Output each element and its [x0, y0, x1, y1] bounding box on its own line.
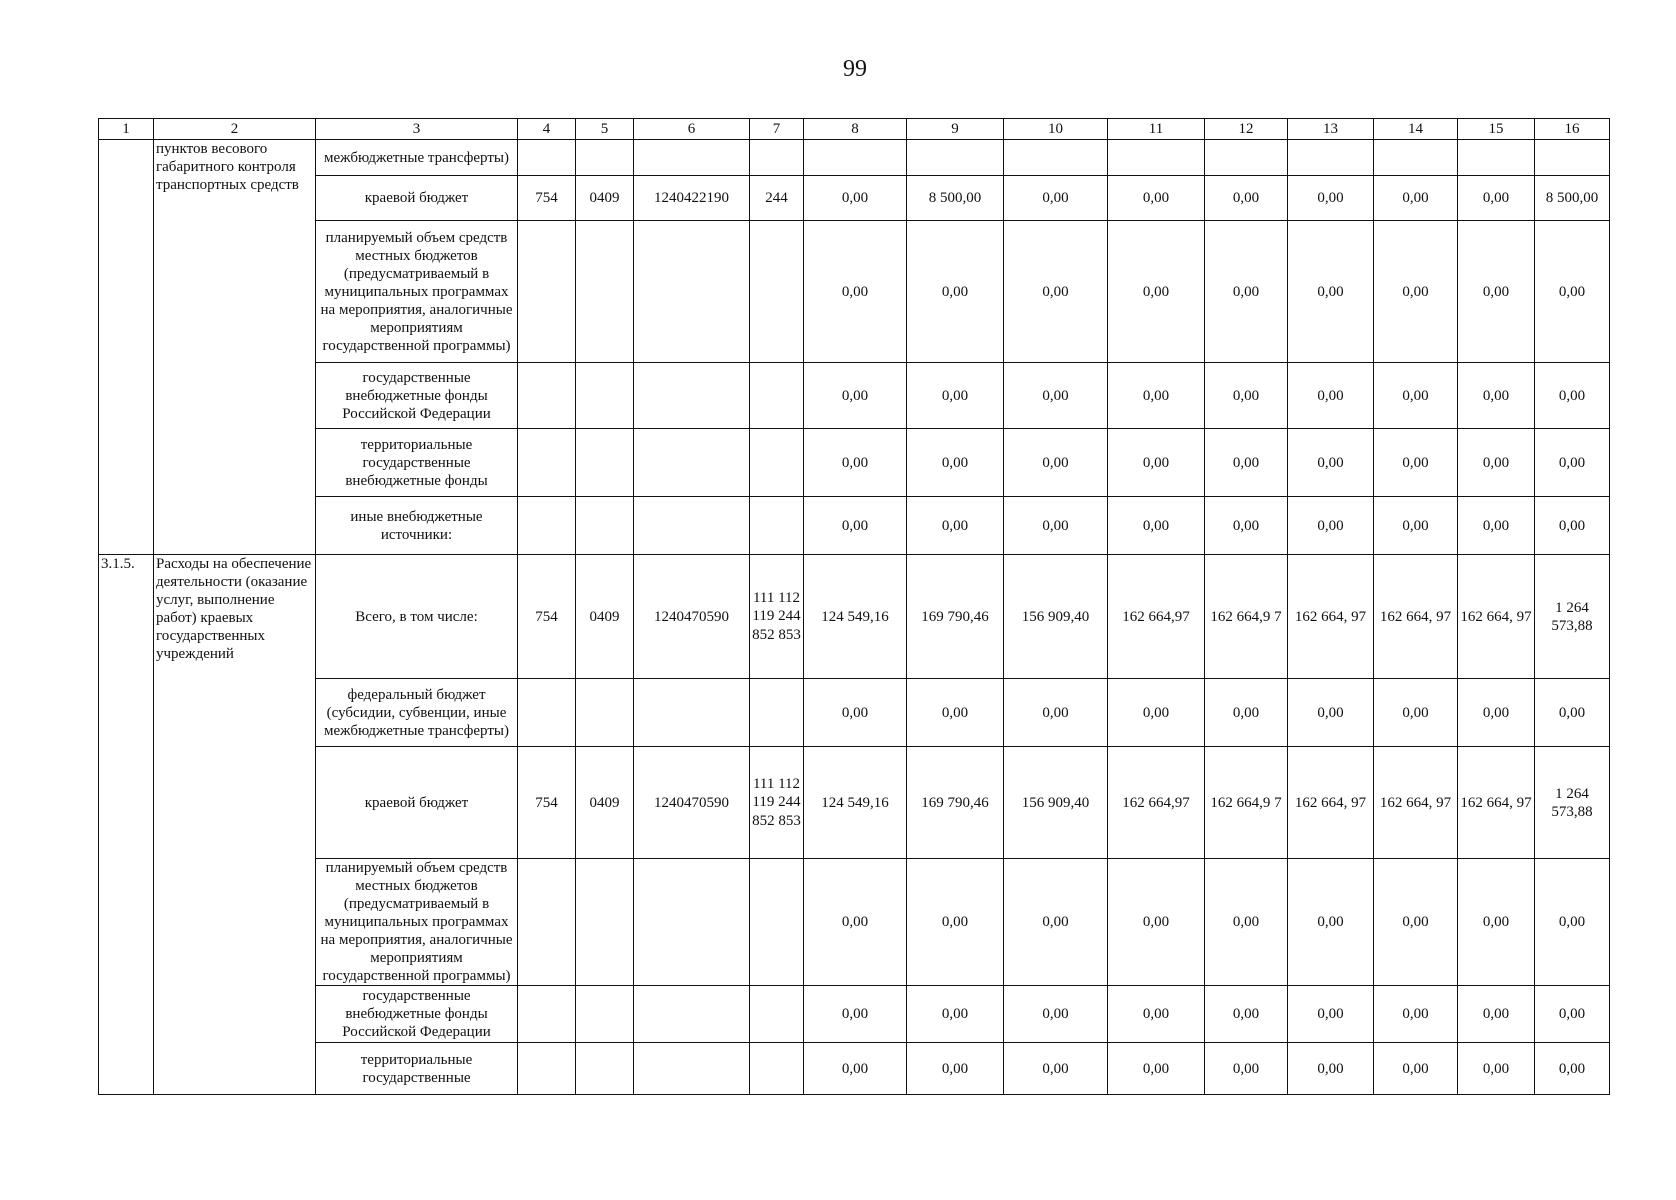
- code-cell: 754: [518, 555, 576, 679]
- value-cell: 0,00: [1108, 176, 1205, 221]
- value-cell: [804, 140, 907, 176]
- column-header: 12: [1205, 119, 1288, 140]
- column-header: 10: [1004, 119, 1108, 140]
- column-header: 8: [804, 119, 907, 140]
- code-cell: [634, 221, 750, 363]
- column-header: 4: [518, 119, 576, 140]
- table-row: [99, 986, 1610, 1043]
- value-cell: 0,00: [1004, 859, 1108, 986]
- value-cell: 162 664, 97: [1288, 555, 1374, 679]
- value-cell: 0,00: [1535, 429, 1610, 497]
- value-cell: 0,00: [804, 363, 907, 429]
- value-cell: 169 790,46: [907, 555, 1004, 679]
- code-cell: 0409: [576, 747, 634, 859]
- value-cell: 0,00: [1535, 1043, 1610, 1095]
- funding-source-cell: государственные внебюджетные фонды Российской Федерации: [316, 363, 518, 429]
- value-cell: 0,00: [804, 986, 907, 1043]
- value-cell: 1 264 573,88: [1535, 555, 1610, 679]
- code-cell: [576, 679, 634, 747]
- code-cell: [750, 497, 804, 555]
- value-cell: 0,00: [1458, 1043, 1535, 1095]
- value-cell: 124 549,16: [804, 555, 907, 679]
- value-cell: 162 664, 97: [1458, 747, 1535, 859]
- code-cell: 244: [750, 176, 804, 221]
- column-header: 9: [907, 119, 1004, 140]
- value-cell: 0,00: [804, 859, 907, 986]
- value-cell: 162 664,9 7: [1205, 747, 1288, 859]
- value-cell: 1 264 573,88: [1535, 747, 1610, 859]
- code-cell: [634, 429, 750, 497]
- value-cell: 0,00: [1108, 221, 1205, 363]
- column-header: 7: [750, 119, 804, 140]
- value-cell: 0,00: [1004, 1043, 1108, 1095]
- column-header: 15: [1458, 119, 1535, 140]
- code-cell: [518, 221, 576, 363]
- funding-source-cell: планируемый объем средств местных бюджетов (предусматриваемый в муниципальных программах на мероприятия, аналогичные мероприятиям государственной программы): [316, 221, 518, 363]
- code-cell: [750, 429, 804, 497]
- column-header: 3: [316, 119, 518, 140]
- value-cell: 0,00: [907, 859, 1004, 986]
- column-number-row: [99, 119, 1610, 140]
- value-cell: 162 664, 97: [1374, 555, 1458, 679]
- funding-source-cell: краевой бюджет: [316, 747, 518, 859]
- funding-source-cell: территориальные государственные внебюджетные фонды: [316, 429, 518, 497]
- value-cell: [1374, 140, 1458, 176]
- budget-table: [98, 118, 1610, 1095]
- value-cell: 0,00: [1374, 986, 1458, 1043]
- value-cell: 124 549,16: [804, 747, 907, 859]
- value-cell: 0,00: [1108, 363, 1205, 429]
- value-cell: 0,00: [1535, 986, 1610, 1043]
- value-cell: 0,00: [1288, 221, 1374, 363]
- activity-name-cell: пунктов весового габаритного контроля транспортных средств: [154, 140, 316, 555]
- value-cell: [1004, 140, 1108, 176]
- code-cell: [576, 859, 634, 986]
- value-cell: 0,00: [1374, 221, 1458, 363]
- code-cell: 0409: [576, 176, 634, 221]
- column-header: 13: [1288, 119, 1374, 140]
- value-cell: 0,00: [1205, 176, 1288, 221]
- code-cell: 111 112 119 244 852 853: [750, 555, 804, 679]
- value-cell: 0,00: [1288, 176, 1374, 221]
- value-cell: [1288, 140, 1374, 176]
- table-row: [99, 859, 1610, 986]
- code-cell: [634, 363, 750, 429]
- value-cell: 0,00: [1458, 859, 1535, 986]
- funding-source-cell: Всего, в том числе:: [316, 555, 518, 679]
- value-cell: 169 790,46: [907, 747, 1004, 859]
- code-cell: [634, 140, 750, 176]
- value-cell: 0,00: [1004, 986, 1108, 1043]
- code-cell: [576, 221, 634, 363]
- value-cell: 0,00: [1374, 176, 1458, 221]
- value-cell: 0,00: [1004, 497, 1108, 555]
- code-cell: [634, 679, 750, 747]
- value-cell: 0,00: [1205, 1043, 1288, 1095]
- value-cell: 0,00: [1535, 859, 1610, 986]
- value-cell: 0,00: [1004, 679, 1108, 747]
- table-row: [99, 140, 1610, 176]
- table-row: [99, 679, 1610, 747]
- value-cell: 0,00: [1205, 497, 1288, 555]
- value-cell: 0,00: [804, 1043, 907, 1095]
- item-number-cell: [99, 140, 154, 555]
- code-cell: [518, 859, 576, 986]
- value-cell: 0,00: [1004, 176, 1108, 221]
- value-cell: 0,00: [1108, 986, 1205, 1043]
- column-header: 14: [1374, 119, 1458, 140]
- page-number: 99: [843, 56, 867, 82]
- value-cell: 0,00: [1004, 429, 1108, 497]
- code-cell: [750, 859, 804, 986]
- value-cell: 0,00: [804, 497, 907, 555]
- value-cell: [1108, 140, 1205, 176]
- value-cell: 0,00: [1374, 679, 1458, 747]
- code-cell: [750, 140, 804, 176]
- code-cell: [576, 986, 634, 1043]
- value-cell: 0,00: [1374, 363, 1458, 429]
- table-row: [99, 221, 1610, 363]
- value-cell: 0,00: [1108, 859, 1205, 986]
- value-cell: 0,00: [1374, 859, 1458, 986]
- funding-source-cell: планируемый объем средств местных бюджетов (предусматриваемый в муниципальных программах на мероприятия, аналогичные мероприятиям государственной программы): [316, 859, 518, 986]
- value-cell: 162 664, 97: [1458, 555, 1535, 679]
- value-cell: 0,00: [1288, 859, 1374, 986]
- code-cell: [518, 679, 576, 747]
- code-cell: [750, 679, 804, 747]
- funding-source-cell: иные внебюджетные источники:: [316, 497, 518, 555]
- column-header: 11: [1108, 119, 1205, 140]
- value-cell: 0,00: [1458, 363, 1535, 429]
- value-cell: 0,00: [1288, 679, 1374, 747]
- column-header: 16: [1535, 119, 1610, 140]
- code-cell: [634, 986, 750, 1043]
- table-row: [99, 176, 1610, 221]
- value-cell: 0,00: [1458, 497, 1535, 555]
- table-row: [99, 747, 1610, 859]
- code-cell: [576, 363, 634, 429]
- value-cell: 0,00: [1288, 363, 1374, 429]
- code-cell: [518, 497, 576, 555]
- value-cell: 0,00: [1535, 221, 1610, 363]
- value-cell: 0,00: [907, 679, 1004, 747]
- code-cell: 111 112 119 244 852 853: [750, 747, 804, 859]
- code-cell: [518, 986, 576, 1043]
- value-cell: 0,00: [1374, 497, 1458, 555]
- code-cell: [518, 140, 576, 176]
- table-row: [99, 363, 1610, 429]
- code-cell: [576, 429, 634, 497]
- value-cell: 0,00: [907, 429, 1004, 497]
- funding-source-cell: межбюджетные трансферты): [316, 140, 518, 176]
- code-cell: [634, 1043, 750, 1095]
- table-row: [99, 555, 1610, 679]
- code-cell: [518, 429, 576, 497]
- value-cell: 0,00: [1535, 497, 1610, 555]
- value-cell: 156 909,40: [1004, 555, 1108, 679]
- value-cell: 0,00: [1288, 497, 1374, 555]
- value-cell: 0,00: [1535, 679, 1610, 747]
- value-cell: 0,00: [1205, 429, 1288, 497]
- value-cell: 156 909,40: [1004, 747, 1108, 859]
- code-cell: [576, 140, 634, 176]
- value-cell: 8 500,00: [907, 176, 1004, 221]
- value-cell: 0,00: [1205, 859, 1288, 986]
- code-cell: 0409: [576, 555, 634, 679]
- column-header: 6: [634, 119, 750, 140]
- value-cell: 0,00: [907, 363, 1004, 429]
- value-cell: 0,00: [1288, 986, 1374, 1043]
- table-row: [99, 497, 1610, 555]
- table-row: [99, 1043, 1610, 1095]
- code-cell: 1240470590: [634, 555, 750, 679]
- column-header: 5: [576, 119, 634, 140]
- value-cell: 0,00: [1288, 429, 1374, 497]
- value-cell: 0,00: [1004, 363, 1108, 429]
- value-cell: 0,00: [1535, 363, 1610, 429]
- value-cell: 0,00: [1458, 679, 1535, 747]
- value-cell: 0,00: [1288, 1043, 1374, 1095]
- value-cell: 162 664, 97: [1374, 747, 1458, 859]
- code-cell: [750, 986, 804, 1043]
- code-cell: 1240470590: [634, 747, 750, 859]
- code-cell: 754: [518, 176, 576, 221]
- code-cell: [576, 497, 634, 555]
- value-cell: [1535, 140, 1610, 176]
- value-cell: 0,00: [907, 497, 1004, 555]
- value-cell: 8 500,00: [1535, 176, 1610, 221]
- value-cell: 0,00: [907, 1043, 1004, 1095]
- code-cell: 754: [518, 747, 576, 859]
- code-cell: [518, 1043, 576, 1095]
- value-cell: [1458, 140, 1535, 176]
- value-cell: 162 664,97: [1108, 747, 1205, 859]
- value-cell: 162 664,9 7: [1205, 555, 1288, 679]
- value-cell: 0,00: [804, 429, 907, 497]
- value-cell: 0,00: [1108, 1043, 1205, 1095]
- funding-source-cell: государственные внебюджетные фонды Российской Федерации: [316, 986, 518, 1043]
- value-cell: 0,00: [1458, 986, 1535, 1043]
- activity-name-cell: Расходы на обеспечение деятельности (оказание услуг, выполнение работ) краевых государственных учреждений: [154, 555, 316, 1095]
- funding-source-cell: краевой бюджет: [316, 176, 518, 221]
- value-cell: 0,00: [1458, 429, 1535, 497]
- value-cell: 162 664,97: [1108, 555, 1205, 679]
- code-cell: [576, 1043, 634, 1095]
- value-cell: 0,00: [804, 176, 907, 221]
- value-cell: 0,00: [1458, 176, 1535, 221]
- value-cell: 0,00: [1205, 221, 1288, 363]
- code-cell: [634, 859, 750, 986]
- value-cell: 0,00: [1004, 221, 1108, 363]
- value-cell: 0,00: [1205, 679, 1288, 747]
- value-cell: 0,00: [907, 986, 1004, 1043]
- value-cell: 0,00: [1205, 986, 1288, 1043]
- value-cell: 0,00: [1458, 221, 1535, 363]
- value-cell: 0,00: [1374, 1043, 1458, 1095]
- funding-source-cell: территориальные государственные: [316, 1043, 518, 1095]
- code-cell: [750, 363, 804, 429]
- funding-source-cell: федеральный бюджет (субсидии, субвенции, иные межбюджетные трансферты): [316, 679, 518, 747]
- code-cell: 1240422190: [634, 176, 750, 221]
- value-cell: 162 664, 97: [1288, 747, 1374, 859]
- table-row: [99, 429, 1610, 497]
- value-cell: 0,00: [1108, 497, 1205, 555]
- value-cell: 0,00: [1205, 363, 1288, 429]
- value-cell: 0,00: [1108, 679, 1205, 747]
- value-cell: 0,00: [804, 221, 907, 363]
- code-cell: [750, 221, 804, 363]
- value-cell: [1205, 140, 1288, 176]
- value-cell: 0,00: [1374, 429, 1458, 497]
- value-cell: 0,00: [804, 679, 907, 747]
- column-header: 2: [154, 119, 316, 140]
- code-cell: [750, 1043, 804, 1095]
- code-cell: [634, 497, 750, 555]
- value-cell: 0,00: [907, 221, 1004, 363]
- column-header: 1: [99, 119, 154, 140]
- code-cell: [518, 363, 576, 429]
- item-number-cell: 3.1.5.: [99, 555, 154, 1095]
- value-cell: 0,00: [1108, 429, 1205, 497]
- value-cell: [907, 140, 1004, 176]
